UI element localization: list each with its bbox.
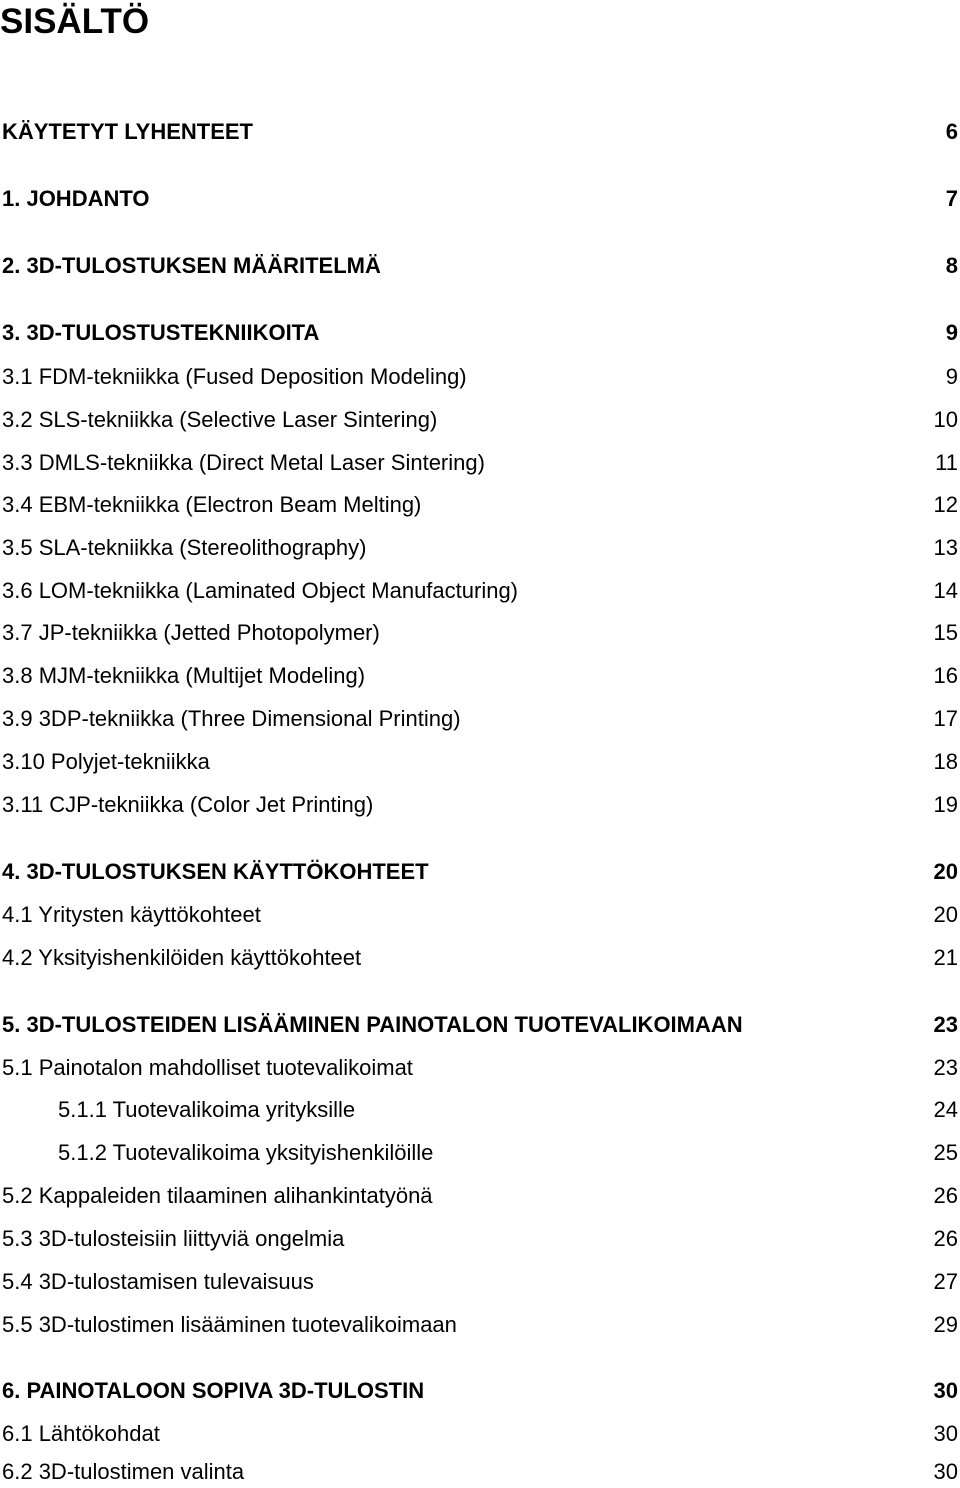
toc-entry-page: 9	[945, 320, 958, 345]
toc-entry-page: 11	[935, 450, 958, 475]
toc-entry-title: 4.1 Yritysten käyttökohteet	[2, 902, 261, 927]
toc-entry-page: 29	[933, 1312, 958, 1337]
toc-entry[interactable]	[0, 1053, 960, 1083]
toc-entry-title: 1. JOHDANTO	[2, 186, 150, 211]
toc-entry-title: 4. 3D-TULOSTUKSEN KÄYTTÖKOHTEET	[2, 859, 429, 884]
toc-entry-title: 4.2 Yksityishenkilöiden käyttökohteet	[2, 945, 362, 970]
toc-entry-title: 5.1.2 Tuotevalikoima yksityishenkilöille	[58, 1140, 434, 1165]
toc-entry[interactable]	[0, 1224, 960, 1254]
toc-entry-page: 13	[933, 535, 958, 560]
toc-entry-title: 5.1.1 Tuotevalikoima yrityksille	[58, 1097, 356, 1122]
toc-entry-title: 3.5 SLA-tekniikka (Stereolithography)	[2, 535, 367, 560]
toc-entry[interactable]	[0, 747, 960, 777]
toc-entry[interactable]	[0, 1181, 960, 1211]
toc-entry-title: 3.10 Polyjet-tekniikka	[2, 749, 210, 774]
toc-entry[interactable]	[0, 533, 960, 563]
toc-entry-title: 3.9 3DP-tekniikka (Three Dimensional Printing)	[2, 706, 461, 731]
toc-entry-page: 6	[945, 119, 958, 144]
toc-entry[interactable]	[0, 184, 960, 214]
toc-entry-page: 27	[933, 1269, 958, 1294]
toc-entry-title: 3.6 LOM-tekniikka (Laminated Object Manufacturing)	[2, 578, 519, 603]
toc-entry[interactable]	[0, 576, 960, 606]
toc-entry-title: 2. 3D-TULOSTUKSEN MÄÄRITELMÄ	[2, 253, 381, 278]
toc-entry-title: 5.2 Kappaleiden tilaaminen alihankintatyönä	[2, 1183, 433, 1208]
toc-entry-title: 3.8 MJM-tekniikka (Multijet Modeling)	[2, 663, 366, 688]
toc-entry[interactable]	[0, 618, 960, 648]
toc-entry-page: 23	[933, 1055, 958, 1080]
toc-entry[interactable]	[0, 1310, 960, 1340]
toc-entry[interactable]	[0, 704, 960, 734]
toc-entry-title: 3.3 DMLS-tekniikka (Direct Metal Laser Sintering)	[2, 450, 485, 475]
toc-entry-page: 9	[945, 364, 958, 389]
toc-entry[interactable]	[0, 1419, 960, 1449]
toc-entry-page: 23	[933, 1012, 958, 1037]
toc-entry-title: 5. 3D-TULOSTEIDEN LISÄÄMINEN PAINOTALON TUOTEVALIKOIMAAN	[2, 1012, 743, 1037]
toc-entry-page: 15	[933, 620, 958, 645]
toc-entry[interactable]	[0, 857, 960, 887]
toc-entry-title: 5.5 3D-tulostimen lisääminen tuotevalikoimaan	[2, 1312, 457, 1337]
toc-entry-page: 24	[933, 1097, 958, 1122]
toc-entry-title: 5.3 3D-tulosteisiin liittyviä ongelmia	[2, 1226, 345, 1251]
toc-entry-title: 3. 3D-TULOSTUSTEKNIIKOITA	[2, 320, 320, 345]
toc-entry-page: 20	[933, 902, 958, 927]
toc-entry-title: 5.1 Painotalon mahdolliset tuotevalikoimat	[2, 1055, 413, 1080]
toc-entry[interactable]	[0, 318, 960, 348]
toc-entry-title: KÄYTETYT LYHENTEET	[2, 119, 253, 144]
toc-entry[interactable]	[0, 900, 960, 930]
toc-entry[interactable]	[0, 448, 960, 478]
toc-entry-page: 18	[933, 749, 958, 774]
toc-entry-title: 3.1 FDM-tekniikka (Fused Deposition Modeling)	[2, 364, 467, 389]
toc-entry-title: 3.11 CJP-tekniikka (Color Jet Printing)	[2, 792, 374, 817]
toc-entry-page: 26	[933, 1226, 958, 1251]
toc-entry-title: 6.2 3D-tulostimen valinta	[2, 1459, 245, 1484]
toc-entry-page: 7	[945, 186, 958, 211]
toc-entry-page: 25	[933, 1140, 958, 1165]
toc-entry[interactable]	[0, 362, 960, 392]
toc-entry-page: 30	[933, 1459, 958, 1484]
toc-entry-title: 6. PAINOTALOON SOPIVA 3D-TULOSTIN	[2, 1378, 425, 1403]
toc-entry[interactable]	[0, 251, 960, 281]
toc-entry-page: 30	[933, 1421, 958, 1446]
toc-entry[interactable]	[0, 405, 960, 435]
toc-entry-page: 20	[933, 859, 958, 884]
toc-entry[interactable]	[0, 1267, 960, 1297]
toc-entry-title: 5.4 3D-tulostamisen tulevaisuus	[2, 1269, 314, 1294]
page-title: SISÄLTÖ	[0, 2, 150, 41]
toc-entry-title: 3.2 SLS-tekniikka (Selective Laser Sintering)	[2, 407, 438, 432]
toc-entry-page: 12	[933, 492, 958, 517]
toc-entry[interactable]	[0, 1095, 960, 1125]
toc-entry[interactable]	[0, 1457, 960, 1487]
toc-entry-page: 19	[933, 792, 958, 817]
toc-entry[interactable]	[0, 790, 960, 820]
toc-entry-page: 10	[933, 407, 958, 432]
toc-entry[interactable]	[0, 661, 960, 691]
toc-entry-page: 30	[933, 1378, 958, 1403]
toc-entry-title: 3.4 EBM-tekniikka (Electron Beam Melting)	[2, 492, 422, 517]
toc-entry-title: 6.1 Lähtökohdat	[2, 1421, 160, 1446]
toc-entry-page: 8	[945, 253, 958, 278]
toc-entry[interactable]	[0, 117, 960, 147]
toc-entry[interactable]	[0, 1010, 960, 1040]
toc-entry-page: 26	[933, 1183, 958, 1208]
toc-entry-title: 3.7 JP-tekniikka (Jetted Photopolymer)	[2, 620, 380, 645]
toc-entry-page: 14	[933, 578, 958, 603]
toc-entry[interactable]	[0, 943, 960, 973]
toc-entry-page: 17	[933, 706, 958, 731]
toc-entry[interactable]	[0, 490, 960, 520]
toc-entry[interactable]	[0, 1376, 960, 1406]
toc-entry[interactable]	[0, 1138, 960, 1168]
toc-entry-page: 16	[933, 663, 958, 688]
toc-entry-page: 21	[933, 945, 958, 970]
